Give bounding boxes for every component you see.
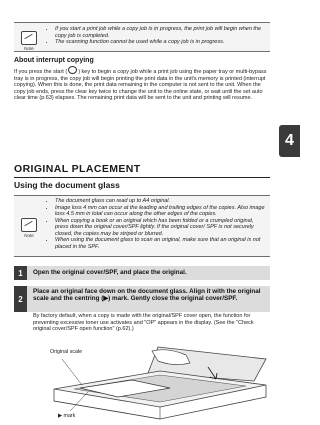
section-subtitle: Using the document glass [14, 180, 120, 190]
step-1 [14, 266, 270, 280]
note-item: • Image loss 4 mm can occur at the leading and trailing edges of the copies. Also image loss 4.5 mm in total can occur along the other edges of the copies. [55, 205, 266, 218]
original-scale-label: Original scale [50, 349, 83, 355]
interrupt-text-part2: ) key to begin a copy job while a print job using the paper tray or multi-bypass tray is in progress, the copy job will begin printing the print data in the unit's memory is printed (interrupt copying). When this is done, the print data remaining in the computer is not sent to the unit. When the copy job ends, press the clear key twice to change the unit to the online state, or wait until the set auto clear time (p.63) elapses. The remaining print data will be sent to the unit and printing will resume. [14, 69, 267, 102]
step-text: Place an original face down on the document glass. Align it with the original scale and the centring (▶) mark. Gently close the original cover/SPF. [33, 288, 261, 303]
note-item: • If you start a print job while a copy job is in progress, the print job will begin when the copy job is completed. [55, 26, 266, 39]
note-item: • The scanning function cannot be used while a copy job is in progress. [55, 39, 266, 46]
note-icon-label: Note [24, 46, 34, 51]
interrupt-text-part1: If you press the start ( [14, 69, 68, 75]
note-list [46, 198, 266, 250]
step-2-body: By factory default, when a copy is made with the original/SPF cover open, the function for preventing excessive toner use activates and "OP" appears in the display. (See the "Check original cover/SPF open function" (p.62).) [33, 313, 254, 333]
note-item: • When copying a book or an original which has been folded or a crumpled original, press down the original cover/SPF lightly. If the original cover/ SPF is not securely closed, the copies may be striped or blurred. [55, 218, 266, 238]
notepad-icon [21, 31, 37, 45]
note-icon [18, 31, 40, 51]
note-icon [18, 218, 40, 238]
note-icon-label: Note [24, 233, 34, 238]
centring-mark-label: ▶ mark [58, 413, 76, 419]
step-number: 1 [14, 266, 27, 280]
section-title: ORIGINAL PLACEMENT [14, 163, 141, 175]
start-key-icon [68, 66, 77, 74]
step-2 [14, 286, 270, 312]
notepad-icon [21, 218, 37, 232]
document-glass-illustration [40, 345, 270, 421]
note-item: • When using the document glass to scan an original, make sure that an original is not placed in the SPF. [55, 237, 266, 250]
interrupt-heading: About interrupt copying [14, 57, 94, 64]
note-box-print-copy [14, 22, 270, 52]
interrupt-text [14, 66, 268, 102]
title-rule [14, 177, 270, 178]
note-box-document-glass [14, 195, 270, 257]
note-list [46, 26, 266, 46]
chapter-tab: 4 [279, 125, 300, 157]
note-item: • The document glass can read up to A4 original. [55, 198, 266, 205]
step-number: 2 [14, 286, 27, 312]
step-text: Open the original cover/SPF, and place the original. [33, 269, 187, 276]
